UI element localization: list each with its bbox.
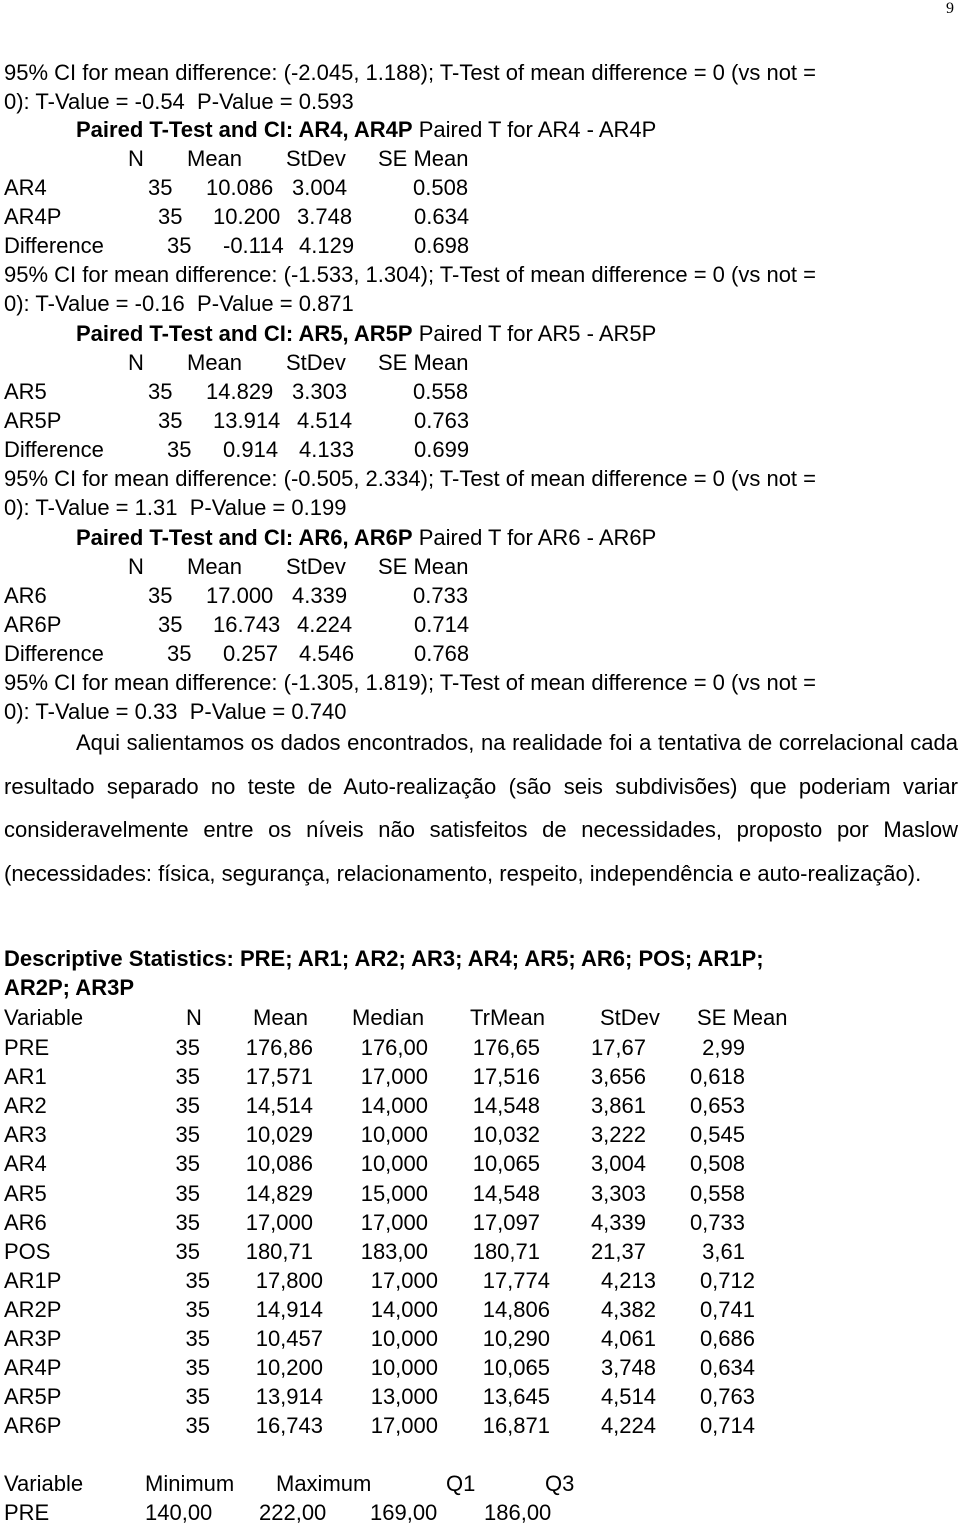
descriptive-column-header: Mean	[253, 1005, 309, 1030]
descriptive-cell: 17,800	[255, 1267, 323, 1293]
descriptive-cell: 10,200	[255, 1355, 323, 1381]
descriptive-row-label: AR5	[4, 1180, 47, 1206]
descriptive-title-line1: Descriptive Statistics: PRE; AR1; AR2; AR3; AR4; AR5; AR6; POS; AR1P;	[4, 946, 764, 971]
descriptive-cell: 10,290	[482, 1326, 550, 1351]
descriptive-cell: 10,065	[472, 1151, 540, 1177]
cell-n: 35	[167, 437, 192, 462]
descriptive-cell: 35	[175, 1209, 200, 1235]
descriptive-cell: 176,65	[472, 1035, 540, 1060]
descriptive-cell: 14,829	[245, 1180, 313, 1206]
descriptive-cell: 2,99	[702, 1035, 745, 1060]
cell-mean: 0.257	[223, 641, 279, 666]
descriptive-cell: 17,000	[360, 1209, 428, 1235]
paired-test-title-rest: Paired T for AR6 - AR6P	[412, 525, 657, 550]
ci-line2: 0): T-Value = 1.31 P-Value = 0.199	[4, 495, 347, 520]
descriptive-cell: 0,653	[689, 1093, 745, 1119]
cell-mean: 0.914	[223, 437, 279, 462]
cell-se-mean: 0.558	[413, 379, 469, 404]
descriptive-cell: 0,733	[689, 1209, 745, 1235]
descriptive-cell: 4,224	[600, 1413, 656, 1439]
minmax-row-label: PRE	[4, 1500, 50, 1525]
cell-se-mean: 0.634	[414, 204, 470, 229]
cell-n: 35	[158, 612, 183, 637]
cell-se-mean: 0.763	[414, 408, 470, 433]
descriptive-cell: 176,86	[245, 1035, 313, 1060]
descriptive-cell: 35	[185, 1355, 210, 1381]
descriptive-cell: 14,000	[370, 1296, 438, 1322]
cell-stdev: 4.514	[297, 408, 353, 433]
minmax-cell: 169,00	[370, 1500, 438, 1525]
descriptive-row-label: AR4P	[4, 1355, 62, 1381]
row-label: AR5	[4, 379, 47, 404]
cell-mean: 10.086	[206, 175, 274, 200]
descriptive-cell: 35	[175, 1035, 200, 1060]
descriptive-row-label: AR2	[4, 1093, 47, 1119]
descriptive-cell: 180,71	[245, 1238, 313, 1264]
cell-mean: -0.114	[223, 233, 284, 258]
descriptive-cell: 3,222	[590, 1122, 646, 1148]
column-header: SE Mean	[378, 350, 469, 375]
cell-se-mean: 0.733	[413, 583, 469, 608]
minmax-column-header: Q1	[446, 1471, 476, 1496]
descriptive-cell: 35	[185, 1384, 210, 1410]
descriptive-row-label: AR6	[4, 1209, 47, 1235]
descriptive-cell: 0,508	[689, 1151, 745, 1177]
paired-test-title-bold: Paired T-Test and CI: AR6, AR6P	[76, 525, 413, 550]
descriptive-cell: 10,000	[360, 1122, 428, 1148]
minmax-cell: 222,00	[259, 1500, 327, 1525]
descriptive-cell: 35	[185, 1267, 210, 1293]
descriptive-row-label: AR3	[4, 1122, 47, 1148]
descriptive-column-header: Variable	[4, 1005, 84, 1030]
descriptive-cell: 14,548	[472, 1180, 540, 1206]
paragraph-text: Aqui salientamos os dados encontrados, na realidade foi a tentativa de correlacional cada resultado separado no teste de Auto-realização (são seis subdivisões) que poderiam variar consideravelmente entre os níveis não satisfeitos de necessidades, proposto por Maslow (necessidades: física, segurança, relacionamento, respeito, independência e auto-realização).	[4, 730, 958, 886]
cell-stdev: 3.748	[297, 204, 353, 229]
row-label: Difference	[4, 233, 104, 258]
ci-line2: 0): T-Value = -0.16 P-Value = 0.871	[4, 291, 354, 316]
column-header: StDev	[286, 350, 346, 375]
cell-mean: 10.200	[213, 204, 281, 229]
cell-se-mean: 0.714	[414, 612, 470, 637]
descriptive-cell: 14,914	[255, 1296, 323, 1322]
cell-n: 35	[158, 408, 183, 433]
descriptive-column-header: StDev	[600, 1005, 660, 1030]
paired-test-title-bold: Paired T-Test and CI: AR5, AR5P	[76, 321, 413, 346]
descriptive-cell: 16,743	[255, 1413, 323, 1439]
descriptive-column-header: N	[186, 1005, 202, 1030]
descriptive-cell: 0,618	[689, 1064, 745, 1090]
cell-mean: 14.829	[206, 379, 274, 404]
cell-mean: 16.743	[213, 612, 281, 637]
paired-test-title-bold: Paired T-Test and CI: AR4, AR4P	[76, 117, 413, 142]
descriptive-cell: 0,741	[699, 1296, 755, 1322]
descriptive-cell: 17,67	[590, 1035, 646, 1060]
cell-mean: 17.000	[206, 583, 274, 608]
cell-stdev: 4.224	[297, 612, 353, 637]
ci-ar3-line1: 95% CI for mean difference: (-2.045, 1.188); T-Test of mean difference = 0 (vs not =	[4, 60, 817, 85]
descriptive-cell: 17,097	[472, 1209, 540, 1235]
column-header: SE Mean	[378, 554, 469, 579]
cell-stdev: 4.133	[299, 437, 355, 462]
descriptive-cell: 0,545	[689, 1122, 745, 1148]
descriptive-column-header: TrMean	[470, 1005, 545, 1030]
descriptive-cell: 10,000	[370, 1326, 438, 1351]
descriptive-cell: 4,382	[600, 1296, 656, 1322]
descriptive-cell: 3,748	[600, 1355, 656, 1381]
minmax-column-header: Variable	[4, 1471, 84, 1496]
descriptive-row-label: AR3P	[4, 1326, 62, 1351]
descriptive-cell: 0,712	[699, 1267, 755, 1293]
ci-line2: 0): T-Value = 0.33 P-Value = 0.740	[4, 699, 347, 724]
cell-n: 35	[167, 233, 192, 258]
cell-se-mean: 0.768	[414, 641, 470, 666]
paired-test-title	[76, 117, 656, 143]
descriptive-cell: 10,086	[245, 1151, 313, 1177]
descriptive-cell: 14,000	[360, 1093, 428, 1119]
minmax-column-header: Q3	[545, 1471, 575, 1496]
descriptive-cell: 35	[185, 1326, 210, 1351]
cell-n: 35	[167, 641, 192, 666]
minmax-column-header: Maximum	[276, 1471, 372, 1496]
cell-n: 35	[148, 583, 173, 608]
minmax-cell: 140,00	[145, 1500, 213, 1525]
descriptive-cell: 0,634	[699, 1355, 755, 1381]
ci-ar3-line2: 0): T-Value = -0.54 P-Value = 0.593	[4, 89, 354, 114]
descriptive-cell: 13,000	[370, 1384, 438, 1410]
cell-stdev: 3.303	[292, 379, 348, 404]
descriptive-cell: 3,004	[590, 1151, 646, 1177]
descriptive-cell: 0,558	[689, 1180, 745, 1206]
minmax-column-header: Minimum	[145, 1471, 235, 1496]
descriptive-cell: 176,00	[360, 1035, 428, 1060]
descriptive-cell: 10,065	[482, 1355, 550, 1381]
descriptive-cell: 17,516	[472, 1064, 540, 1090]
descriptive-cell: 10,029	[245, 1122, 313, 1148]
descriptive-cell: 13,645	[482, 1384, 550, 1410]
descriptive-cell: 4,339	[590, 1209, 646, 1235]
column-header: StDev	[286, 146, 346, 171]
descriptive-cell: 35	[175, 1064, 200, 1090]
descriptive-row-label: AR1	[4, 1064, 47, 1090]
cell-se-mean: 0.698	[414, 233, 470, 258]
column-header: N	[128, 554, 144, 579]
descriptive-cell: 35	[185, 1296, 210, 1322]
row-label: AR6P	[4, 612, 62, 637]
row-label: AR4	[4, 175, 47, 200]
descriptive-cell: 17,000	[370, 1267, 438, 1293]
cell-n: 35	[148, 379, 173, 404]
page-number: 9	[946, 0, 954, 17]
descriptive-cell: 14,514	[245, 1093, 313, 1119]
descriptive-cell: 21,37	[590, 1238, 646, 1264]
descriptive-row-label: PRE	[4, 1035, 50, 1060]
row-label: Difference	[4, 641, 104, 666]
descriptive-cell: 17,000	[245, 1209, 313, 1235]
descriptive-row-label: AR6P	[4, 1413, 62, 1439]
descriptive-cell: 4,061	[600, 1326, 656, 1351]
descriptive-cell: 3,61	[702, 1238, 745, 1264]
descriptive-cell: 14,806	[482, 1296, 550, 1322]
descriptive-cell: 14,548	[472, 1093, 540, 1119]
descriptive-cell: 0,714	[699, 1413, 755, 1439]
descriptive-cell: 10,000	[360, 1151, 428, 1177]
descriptive-row-label: AR4	[4, 1151, 47, 1177]
descriptive-cell: 13,914	[255, 1384, 323, 1410]
cell-stdev: 4.129	[299, 233, 355, 258]
row-label: Difference	[4, 437, 104, 462]
descriptive-cell: 0,686	[699, 1326, 755, 1351]
descriptive-cell: 10,457	[255, 1326, 323, 1351]
descriptive-row-label: AR2P	[4, 1296, 62, 1322]
column-header: StDev	[286, 554, 346, 579]
cell-stdev: 3.004	[292, 175, 348, 200]
descriptive-row-label: AR5P	[4, 1384, 62, 1410]
descriptive-cell: 35	[175, 1122, 200, 1148]
descriptive-cell: 180,71	[472, 1238, 540, 1264]
descriptive-cell: 0,763	[699, 1384, 755, 1410]
descriptive-cell: 16,871	[482, 1413, 550, 1439]
descriptive-cell: 17,571	[245, 1064, 313, 1090]
descriptive-cell: 3,861	[590, 1093, 646, 1119]
paired-test-title-rest: Paired T for AR5 - AR5P	[412, 321, 657, 346]
descriptive-cell: 4,213	[600, 1267, 656, 1293]
minmax-cell: 186,00	[484, 1500, 552, 1525]
descriptive-cell: 4,514	[600, 1384, 656, 1410]
descriptive-column-header: SE Mean	[697, 1005, 788, 1030]
descriptive-title-line2: AR2P; AR3P	[4, 975, 134, 1000]
body-paragraph	[4, 721, 958, 895]
descriptive-cell: 3,656	[590, 1064, 646, 1090]
descriptive-cell: 17,000	[370, 1413, 438, 1439]
descriptive-cell: 17,774	[482, 1267, 550, 1293]
descriptive-cell: 10,032	[472, 1122, 540, 1148]
descriptive-cell: 35	[175, 1180, 200, 1206]
row-label: AR6	[4, 583, 47, 608]
descriptive-cell: 35	[175, 1093, 200, 1119]
ci-line1: 95% CI for mean difference: (-1.305, 1.819); T-Test of mean difference = 0 (vs not =	[4, 670, 817, 695]
cell-n: 35	[148, 175, 173, 200]
cell-se-mean: 0.699	[414, 437, 470, 462]
descriptive-cell: 3,303	[590, 1180, 646, 1206]
descriptive-cell: 183,00	[360, 1238, 428, 1264]
column-header: N	[128, 350, 144, 375]
column-header: N	[128, 146, 144, 171]
descriptive-column-header: Median	[352, 1005, 425, 1030]
cell-stdev: 4.339	[292, 583, 348, 608]
descriptive-cell: 35	[175, 1238, 200, 1264]
paired-test-title	[76, 525, 656, 551]
descriptive-cell: 15,000	[360, 1180, 428, 1206]
descriptive-row-label: POS	[4, 1238, 51, 1264]
row-label: AR5P	[4, 408, 62, 433]
descriptive-cell: 10,000	[370, 1355, 438, 1381]
ci-line1: 95% CI for mean difference: (-0.505, 2.334); T-Test of mean difference = 0 (vs not =	[4, 466, 817, 491]
descriptive-cell: 35	[185, 1413, 210, 1439]
cell-se-mean: 0.508	[413, 175, 469, 200]
cell-mean: 13.914	[213, 408, 281, 433]
column-header: Mean	[187, 350, 243, 375]
descriptive-cell: 17,000	[360, 1064, 428, 1090]
paired-test-title	[76, 321, 656, 347]
cell-n: 35	[158, 204, 183, 229]
row-label: AR4P	[4, 204, 62, 229]
column-header: SE Mean	[378, 146, 469, 171]
column-header: Mean	[187, 554, 243, 579]
ci-line1: 95% CI for mean difference: (-1.533, 1.304); T-Test of mean difference = 0 (vs not =	[4, 262, 817, 287]
paired-test-title-rest: Paired T for AR4 - AR4P	[412, 117, 657, 142]
descriptive-cell: 35	[175, 1151, 200, 1177]
column-header: Mean	[187, 146, 243, 171]
cell-stdev: 4.546	[299, 641, 355, 666]
descriptive-row-label: AR1P	[4, 1267, 62, 1293]
